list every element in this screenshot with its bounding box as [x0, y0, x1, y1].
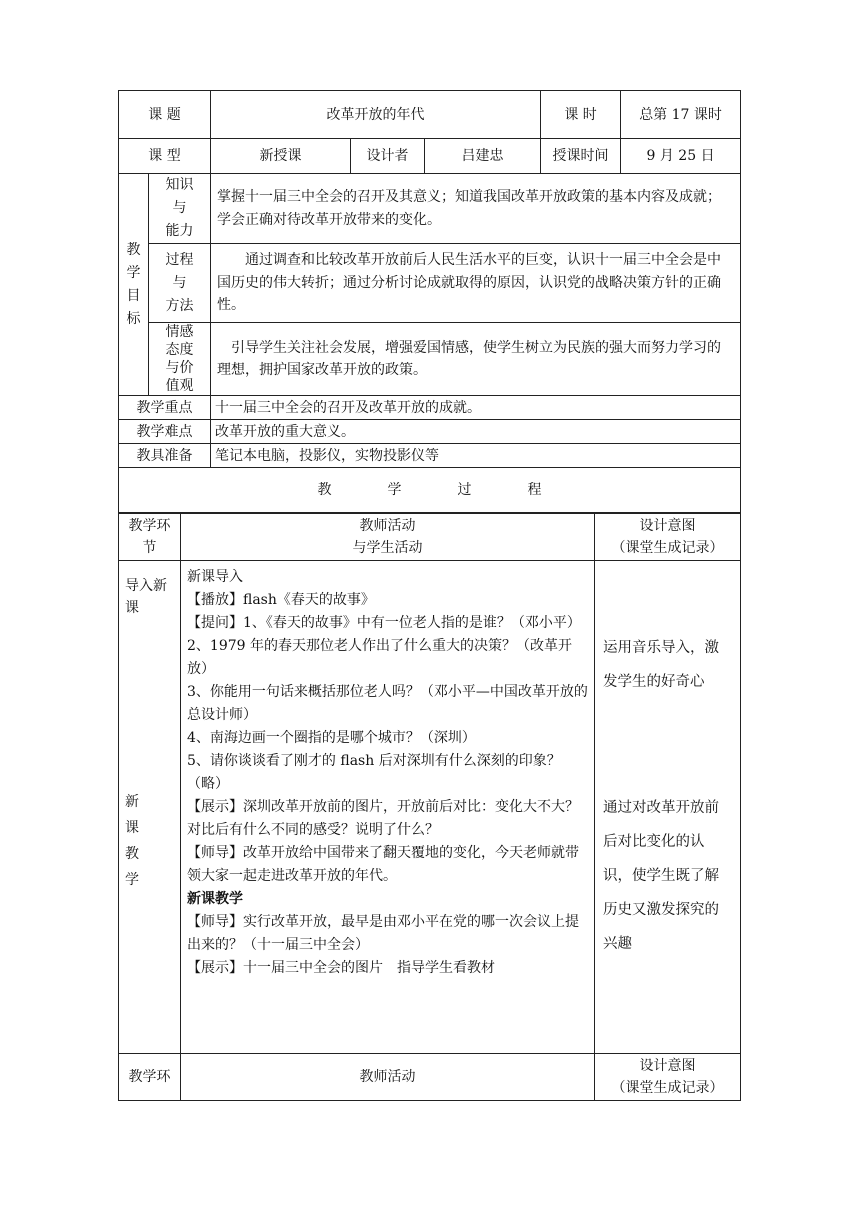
process-table-continued	[118, 1053, 741, 1101]
designer-value: 吕建忠	[425, 139, 541, 174]
designer-label: 设计者	[351, 139, 425, 174]
activity-line: 【展示】深圳改革开放前的图片，开放前后对比：变化大不大？对比后有什么不同的感受？说明了什么？	[187, 799, 579, 838]
topic-value: 改革开放的年代	[211, 91, 541, 139]
difficulty-text: 改革开放的重大意义。	[211, 420, 741, 444]
intent-comparison: 通过对改革开放前后对比变化的认识，使学生既了解历史又激发探究的兴趣	[603, 800, 719, 952]
objective-process-label: 过程 与 方法	[149, 244, 211, 323]
objective-knowledge-text: 掌握十一届三中全会的召开及其意义；知道我国改革开放政策的基本内容及成就；学会正确对待改革开放带来的变化。	[211, 174, 741, 244]
date-value: 9 月 25 日	[621, 139, 741, 174]
activity-line: 【师导】实行改革开放，最早是由邓小平在党的哪一次会议上提出来的？（十一届三中全会）	[187, 914, 579, 953]
stage-column	[119, 561, 181, 1054]
objective-process-text: 通过调查和比较改革开放前后人民生活水平的巨变，认识十一届三中全会是中国历史的伟大转折；通过分析讨论成就取得的原因，认识党的战略决策方针的正确性。	[211, 244, 741, 323]
activity-line: 2、1979 年的春天那位老人作出了什么重大的决策？（改革开放）	[187, 638, 572, 677]
key-point-label: 教学重点	[119, 396, 211, 420]
tools-label: 教具准备	[119, 444, 211, 468]
key-point-text: 十一届三中全会的召开及改革开放的成就。	[211, 396, 741, 420]
intent-column	[595, 561, 741, 1054]
tools-text: 笔记本电脑，投影仪，实物投影仪等	[211, 444, 741, 468]
stage-header: 教学环 节	[119, 514, 181, 561]
intent-header-repeat: 设计意图 （课堂生成记录）	[595, 1054, 741, 1101]
activity-line: 3、你能用一句话来概括那位老人吗？（邓小平—中国改革开放的总设计师）	[187, 684, 588, 723]
type-value: 新授课	[211, 139, 351, 174]
activity-header-repeat: 教师活动	[181, 1054, 595, 1101]
process-table	[118, 513, 741, 1054]
activity-line: 【提问】1、《春天的故事》中有一位老人指的是谁？（邓小平）	[187, 615, 581, 631]
stage-teach: 新 课 教 学	[125, 794, 139, 888]
objective-emotion-label: 情感 态度 与价 值观	[149, 323, 211, 396]
objectives-group-label: 教 学 目 标	[119, 174, 149, 396]
date-label: 授课时间	[541, 139, 621, 174]
type-label: 课 型	[119, 139, 211, 174]
period-value: 总第 17 课时	[621, 91, 741, 139]
activity-header: 教师活动 与学生活动	[181, 514, 595, 561]
lesson-info-table	[118, 90, 741, 513]
activity-line: 5、请你谈谈看了刚才的 flash 后对深圳有什么深刻的印象？（略）	[187, 753, 561, 792]
period-label: 课 时	[541, 91, 621, 139]
topic-label: 课 题	[119, 91, 211, 139]
intent-music: 运用音乐导入，激发学生的好奇心	[603, 640, 719, 690]
activity-line: 【师导】改革开放给中国带来了翻天覆地的变化，今天老师就带领大家一起走进改革开放的年代。	[187, 845, 579, 884]
activity-line: 【播放】flash《春天的故事》	[187, 592, 375, 608]
stage-intro: 导入新 课	[125, 578, 167, 616]
activity-section-heading: 新课教学	[187, 891, 243, 907]
activity-line: 4、南海边画一个圈指的是哪个城市？（深圳）	[187, 730, 476, 746]
activity-line: 新课导入	[187, 569, 243, 585]
activity-line: 【展示】十一届三中全会的图片 指导学生看教材	[187, 960, 495, 976]
difficulty-label: 教学难点	[119, 420, 211, 444]
process-title: 教 学 过 程	[119, 468, 741, 513]
stage-header-repeat: 教学环	[119, 1054, 181, 1101]
activity-column	[181, 561, 595, 1054]
objective-knowledge-label: 知识 与 能力	[149, 174, 211, 244]
intent-header: 设计意图 （课堂生成记录）	[595, 514, 741, 561]
objective-emotion-text: 引导学生关注社会发展，增强爱国情感，使学生树立为民族的强大而努力学习的理想，拥护国家改革开放的政策。	[211, 323, 741, 396]
